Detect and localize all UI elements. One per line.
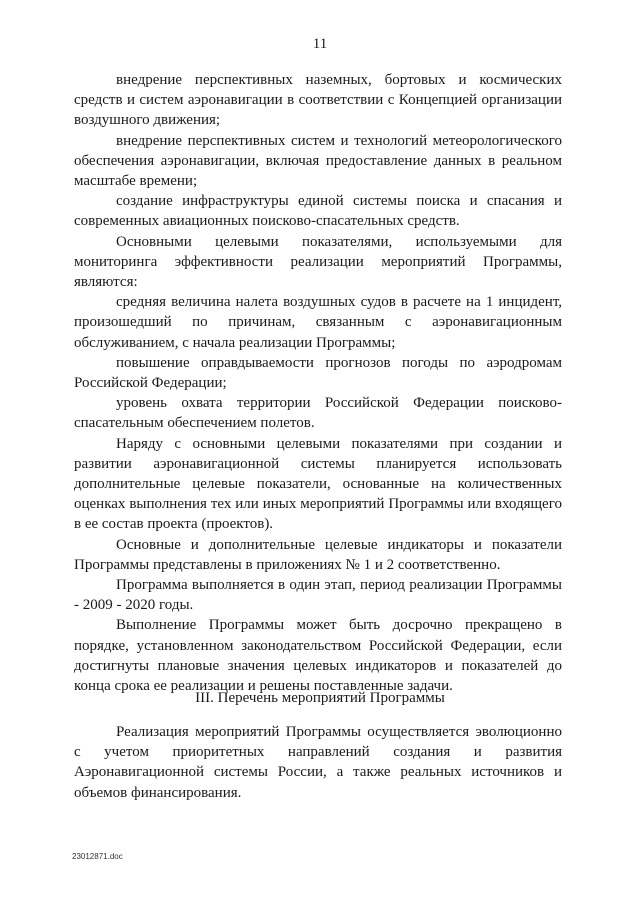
paragraph: внедрение перспективных наземных, бортовых и космических средств и систем аэронавигации в соответствии с Концепцией организации воздушного движения; bbox=[74, 72, 562, 129]
page-number: 11 bbox=[312, 36, 328, 52]
paragraph: создание инфраструктуры единой системы поиска и спасания и современных авиационных поисково-спасательных средств. bbox=[74, 193, 562, 230]
paragraph: Программа выполняется в один этап, период реализации Программы - 2009 - 2020 годы. bbox=[74, 577, 562, 614]
paragraph: повышение оправдываемости прогнозов погоды по аэродромам Российской Федерации; bbox=[74, 354, 562, 392]
document-filename: 23012871.doc bbox=[72, 852, 123, 861]
section-body bbox=[74, 722, 562, 803]
paragraph: уровень охвата территории Российской Федерации поисково-спасательным обеспечением полетов. bbox=[74, 395, 562, 432]
section-heading: III. Перечень мероприятий Программы bbox=[195, 690, 445, 706]
paragraph: внедрение перспективных систем и технологий метеорологического обеспечения аэронавигации, включая предоставление данных в реальном масштабе времени; bbox=[74, 132, 562, 190]
body-text bbox=[74, 70, 562, 696]
paragraph: Наряду с основными целевыми показателями при создании и развитии аэронавигационной системы планируется использовать дополнительные целевые показатели, основанные на количественных оценках выполнения тех или иных мероприятий Программы или входящего в ее состав проекта (проектов). bbox=[74, 435, 562, 533]
paragraph: Основные и дополнительные целевые индикаторы и показатели Программы представлены в приложениях № 1 и 2 соответственно. bbox=[74, 536, 562, 573]
paragraph: средняя величина налета воздушных судов в расчете на 1 инцидент, произошедший по причинам, связанным с аэронавигационным обслуживанием, с начала реализации Программы; bbox=[74, 294, 562, 351]
paragraph: Выполнение Программы может быть досрочно прекращено в порядке, установленном законодательством Российской Федерации, если достигнуты плановые значения целевых индикаторов и показателей до конца срока ее реализации и решены поставленные задачи. bbox=[74, 617, 562, 695]
paragraph: Основными целевыми показателями, используемыми для мониторинга эффективности реализации мероприятий Программы, являются: bbox=[74, 233, 562, 291]
paragraph: Реализация мероприятий Программы осуществляется эволюционно с учетом приоритетных направлений создания и развития Аэронавигационной системы России, а также реальных источников и объемов финансирования. bbox=[74, 724, 562, 801]
